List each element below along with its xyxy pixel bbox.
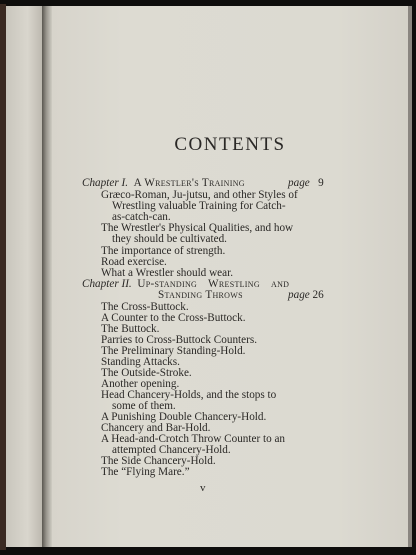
chapter-title-continued: Standing Throws <box>158 289 243 301</box>
topic-line: A Punishing Double Chancery-Hold. <box>101 411 267 423</box>
topic-line: some of them. <box>112 400 176 412</box>
chapter-number: Chapter II. <box>82 278 132 290</box>
topic-line: The Side Chancery-Hold. <box>101 455 216 467</box>
page-number: 26 <box>312 289 324 301</box>
topic-line: as-catch-can. <box>112 211 171 223</box>
left-page <box>6 6 42 547</box>
chapter-page-ref <box>288 290 324 302</box>
chapter-heading <box>82 178 245 190</box>
topic-line: A Head-and-Crotch Throw Counter to an <box>101 433 286 445</box>
topic-line: Græco-Roman, Ju-jutsu, and other Styles of <box>101 189 298 201</box>
topic-line: The Buttock. <box>101 323 160 335</box>
chapter-page-ref <box>288 178 324 190</box>
topic-line: What a Wrestler should wear. <box>101 267 233 279</box>
topic-line: Chancery and Bar-Hold. <box>101 422 211 434</box>
topic-line: A Counter to the Cross-Buttock. <box>101 312 246 324</box>
topic-line: attempted Chancery-Hold. <box>112 444 231 456</box>
topic-line: The importance of strength. <box>101 245 226 257</box>
chapter-title: Up-standing Wrestling and <box>137 278 290 290</box>
topic-line: The Cross-Buttock. <box>101 301 189 313</box>
chapter-number: Chapter I. <box>82 177 128 189</box>
topic-line: Wrestling valuable Training for Catch- <box>112 200 286 212</box>
topic-line: The “Flying Mare.” <box>101 466 190 478</box>
topic-line: Another opening. <box>101 378 180 390</box>
topic-line: The Wrestler's Physical Qualities, and how <box>101 222 294 234</box>
page-folio: v <box>200 482 206 494</box>
chapter-title: A Wrestler's Training <box>133 177 245 189</box>
contents-page <box>52 6 408 547</box>
book-gutter <box>42 6 52 547</box>
page-title: CONTENTS <box>174 134 286 155</box>
topic-line: The Preliminary Standing-Hold. <box>101 345 246 357</box>
topic-line: they should be cultivated. <box>112 233 227 245</box>
page-number: 9 <box>318 177 324 189</box>
topic-line: The Outside-Stroke. <box>101 367 192 379</box>
page-label: page <box>288 177 310 189</box>
topic-line: Head Chancery-Holds, and the stops to <box>101 389 277 401</box>
topic-line: Standing Attacks. <box>101 356 180 368</box>
topic-line: Road exercise. <box>101 256 167 268</box>
page-label: page <box>288 289 310 301</box>
topic-line: Parries to Cross-Buttock Counters. <box>101 334 257 346</box>
page-block-edge <box>408 6 412 547</box>
